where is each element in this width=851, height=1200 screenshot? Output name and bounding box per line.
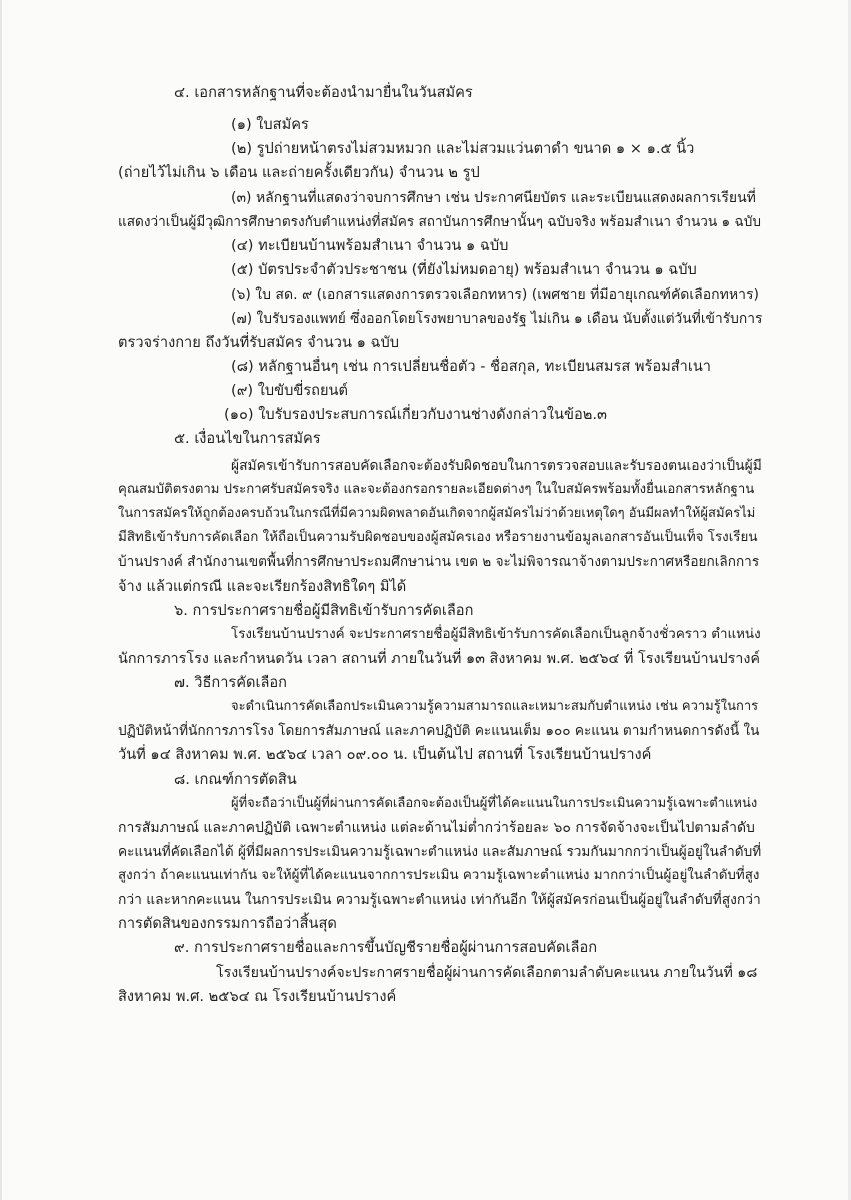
doc-item-4: (๔) ทะเบียนบ้านพร้อมสำเนา จำนวน ๑ ฉบับ <box>231 237 509 254</box>
section-5-paragraph-line: คุณสมบัติตรงตาม ประกาศรับสมัครจริง และจะต้องกรอกรายละเอียดต่างๆ ในใบสมัครพร้อมทั้งยื่นเอกสารหลักฐาน <box>118 482 755 497</box>
section-8-paragraph-line: สูงกว่า ถ้าคะแนนเท่ากัน จะให้ผู้ที่ได้คะแนนจากการประเมิน ความรู้เฉพาะตำแหน่ง มากกว่าเป็นผู้อยู่ในลำดับที่สูง <box>118 868 760 883</box>
section-8-heading: ๘. เกณฑ์การตัดสิน <box>174 771 297 788</box>
section-9-paragraph-line: สิงหาคม พ.ศ. ๒๕๖๔ ณ โรงเรียนบ้านปรางค์ <box>118 988 397 1005</box>
section-5-heading: ๕. เงื่อนไขในการสมัคร <box>174 430 321 447</box>
section-9-heading: ๙. การประกาศรายชื่อและการขึ้นบัญชีรายชื่อผู้ผ่านการสอบคัดเลือก <box>174 939 598 956</box>
section-5-paragraph-line: ในการสมัครให้ถูกต้องครบถ้วนในกรณีที่มีความผิดพลาดอันเกิดจากผู้สมัครไม่ว่าด้วยเหตุใดๆ อันมีผลทำให้ผู้สมัครไม่ <box>118 506 756 521</box>
section-6-paragraph-line: โรงเรียนบ้านปรางค์ จะประกาศรายชื่อผู้มีสิทธิเข้ารับการคัดเลือกเป็นลูกจ้างชั่วคราว ตำแหน่ง <box>231 627 761 642</box>
section-6-heading: ๖. การประกาศรายชื่อผู้มีสิทธิเข้ารับการคัดเลือก <box>174 602 474 619</box>
doc-item-10: (๑๐) ใบรับรองประสบการณ์เกี่ยวกับงานช่างดังกล่าวในข้อ๒.๓ <box>224 406 607 423</box>
doc-item-8: (๘) หลักฐานอื่นๆ เช่น การเปลี่ยนชื่อตัว - ชื่อสกุล, ทะเบียนสมรส พร้อมสำเนา <box>231 358 711 375</box>
doc-item-2-cont: (ถ่ายไว้ไม่เกิน ๖ เดือน และถ่ายครั้งเดียวกัน) จำนวน ๒ รูป <box>118 164 480 181</box>
section-8-paragraph-line: คะแนนที่คัดเลือกได้ ผู้ที่มีผลการประเมินความรู้เฉพาะตำแหน่ง และสัมภาษณ์ รวมกันมากกว่าเป็นผู้อยู่ในลำดับที่ <box>118 844 762 860</box>
section-5-paragraph-line: ผู้สมัครเข้ารับการสอบคัดเลือกจะต้องรับผิดชอบในการตรวจสอบและรับรองตนเองว่าเป็นผู้มี <box>231 458 762 474</box>
section-6-paragraph-line: นักการภารโรง และกำหนดวัน เวลา สถานที่ ภายในวันที่ ๑๓ สิงหาคม พ.ศ. ๒๕๖๔ ที่ โรงเรียนบ้านปรางค์ <box>118 651 761 667</box>
section-7-paragraph-line: วันที่ ๑๔ สิงหาคม พ.ศ. ๒๕๖๔ เวลา ๐๙.๐๐ น. เป็นต้นไป สถานที่ โรงเรียนบ้านปรางค์ <box>118 746 652 763</box>
section-8-paragraph-line: ผู้ที่จะถือว่าเป็นผู้ที่ผ่านการคัดเลือกจะต้องเป็นผู้ที่ได้คะแนนในการประเมินความรู้เฉพาะตำแหน่ง <box>231 796 758 811</box>
section-7-paragraph-line: จะดำเนินการคัดเลือกประเมินความรู้ความสามารถและเหมาะสมกับตำแหน่ง เช่น ความรู้ในการ <box>231 699 759 714</box>
section-5-paragraph-line: มีสิทธิเข้ารับการคัดเลือก ให้ถือเป็นความรับผิดชอบของผู้สมัครเอง หรือรายงานข้อมูลเอกสารอันเป็นเท็จ โรงเรียน <box>118 530 758 545</box>
doc-item-7: (๗) ใบรับรองแพทย์ ซึ่งออกโดยโรงพยาบาลของรัฐ ไม่เกิน ๑ เดือน นับตั้งแต่วันที่เข้ารับการ <box>231 311 763 327</box>
section-5-paragraph-line: จ้าง แล้วแต่กรณี และจะเรียกร้องสิทธิใดๆ มิได้ <box>118 578 407 595</box>
section-8-paragraph-line: การสัมภาษณ์ และภาคปฏิบัติ เฉพาะตำแหน่ง แต่ละด้านไม่ต่ำกว่าร้อยละ ๖๐ การจัดจ้างจะเป็นไปตามลำดับ <box>118 820 755 836</box>
doc-item-5: (๕) บัตรประจำตัวประชาชน (ที่ยังไม่หมดอายุ) พร้อมสำเนา จำนวน ๑ ฉบับ <box>231 261 697 278</box>
doc-item-2: (๒) รูปถ่ายหน้าตรงไม่สวมหมวก และไม่สวมแว่นตาดำ ขนาด ๑ × ๑.๕ นิ้ว <box>231 140 695 157</box>
section-5-paragraph-line: บ้านปรางค์ สำนักงานเขตพื้นที่การศึกษาประถมศึกษาน่าน เขต ๒ จะไม่พิจารณาจ้างตามประกาศหรือยกเลิกการ <box>118 554 760 570</box>
doc-item-3: (๓) หลักฐานที่แสดงว่าจบการศึกษา เช่น ประกาศนียบัตร และระเบียนแสดงผลการเรียนที่ <box>231 190 756 206</box>
doc-item-1: (๑) ใบสมัคร <box>231 116 309 133</box>
section-7-paragraph-line: ปฏิบัติหน้าที่นักการภารโรง โดยการสัมภาษณ์ และภาคปฏิบัติ คะแนนเต็ม ๑๐๐ คะแนน ตามกำหนดการดังนี้ ใน <box>118 723 760 739</box>
section-4-heading: ๔. เอกสารหลักฐานที่จะต้องนำมายื่นในวันสมัคร <box>174 84 473 101</box>
doc-item-6: (๖) ใบ สด. ๙ (เอกสารแสดงการตรวจเลือกทหาร) (เพศชาย ที่มีอายุเกณฑ์คัดเลือกทหาร) <box>231 287 759 303</box>
section-7-heading: ๗. วิธีการคัดเลือก <box>174 674 287 691</box>
section-8-paragraph-line: การตัดสินของกรรมการถือว่าสิ้นสุด <box>118 915 337 932</box>
doc-item-7-cont: ตรวจร่างกาย ถึงวันที่รับสมัคร จำนวน ๑ ฉบับ <box>118 334 399 351</box>
doc-item-3-cont: แสดงว่าเป็นผู้มีวุฒิการศึกษาตรงกับตำแหน่งที่สมัคร สถาบันการศึกษานั้นๆ ฉบับจริง พร้อมสำเนา จำนวน ๑ ฉบับ <box>118 214 761 230</box>
section-9-paragraph-line: โรงเรียนบ้านปรางค์จะประกาศรายชื่อผู้ผ่านการคัดเลือกตามลำดับคะแนน ภายในวันที่ ๑๘ <box>216 965 758 981</box>
doc-item-9: (๙) ใบขับขี่รถยนต์ <box>231 382 348 399</box>
section-8-paragraph-line: กว่า และหากคะแนน ในการประเมิน ความรู้เฉพาะตำแหน่ง เท่ากันอีก ให้ผู้สมัครก่อนเป็นผู้อยู่ในลำดับที่สูงกว่า <box>118 892 761 908</box>
